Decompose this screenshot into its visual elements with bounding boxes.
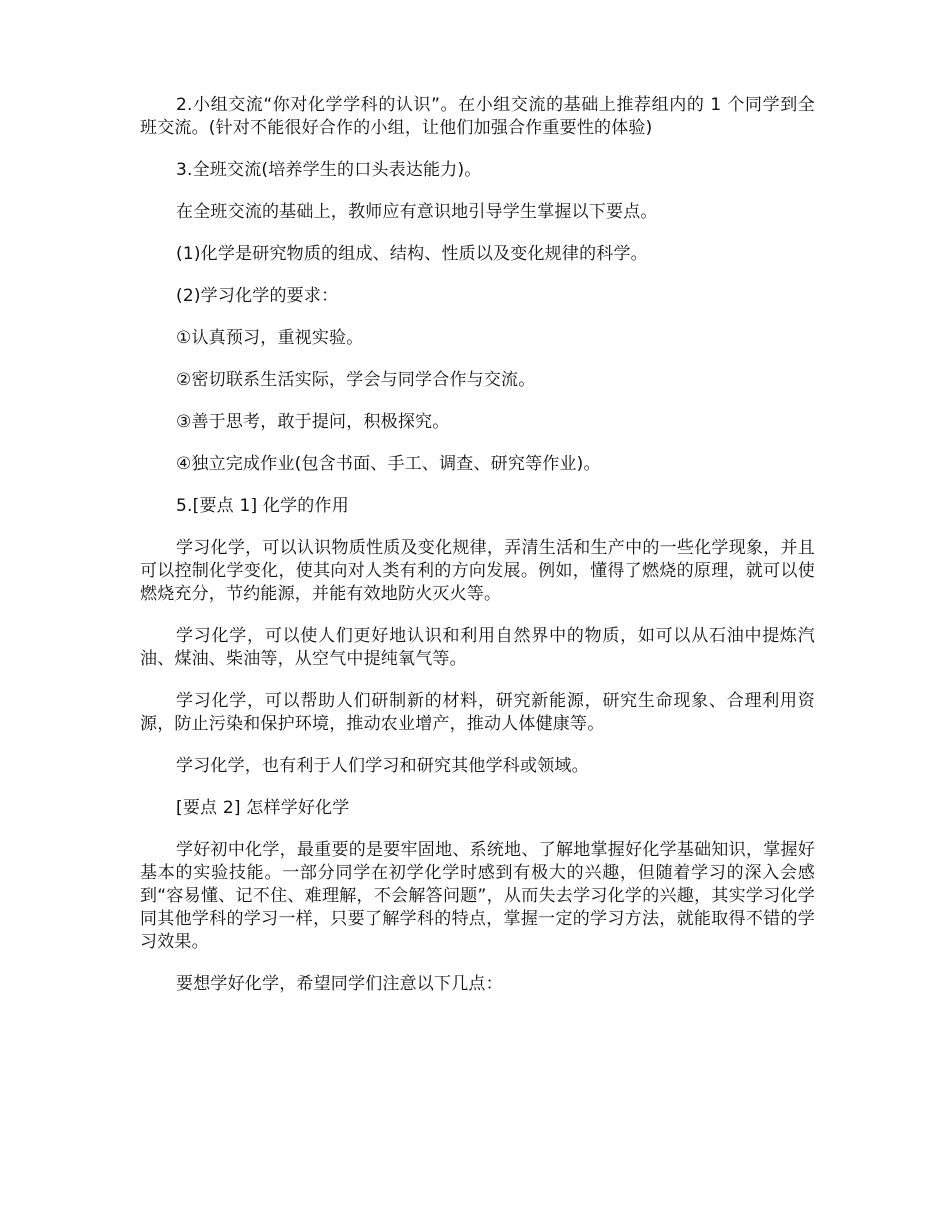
paragraph-how-to-learn: 学好初中化学，最重要的是要牢固地、系统地、了解地掌握好化学基础知识，掌握好基本的实验技能。一部分同学在初学化学时感到有极大的兴趣，但随着学习的深入会感到“容易懂、记不住、难理解，不会解答问题”，从而失去学习化学的兴趣，其实学习化学同其他学科的学习一样，只要了解学科的特点，掌握一定的学习方法，就能取得不错的学习效果。: [140, 840, 815, 952]
list-item-2: ②密切联系生活实际，学会与同学合作与交流。: [176, 370, 536, 390]
list-item-4: ④独立完成作业(包含书面、手工、调查、研究等作业)。: [176, 454, 601, 474]
paragraph-notes-intro: 要想学好化学，希望同学们注意以下几点：: [176, 974, 503, 994]
paragraph-role-4: 学习化学，也有利于人们学习和研究其他学科或领域。: [176, 756, 589, 776]
section-heading-how-to-learn: [要点 2] 怎样学好化学: [176, 798, 350, 818]
paragraph-role-1: 学习化学，可以认识物质性质及变化规律，弄清生活和生产中的一些化学现象，并且可以控制化学变化，使其向对人类有利的方向发展。例如，懂得了燃烧的原理，就可以使燃烧充分，节约能源，并能有效地防火灭火等。: [140, 538, 815, 604]
paragraph-point-1: (1)化学是研究物质的组成、结构、性质以及变化规律的科学。: [176, 244, 648, 264]
paragraph-teacher-guidance: 在全班交流的基础上，教师应有意识地引导学生掌握以下要点。: [176, 202, 658, 222]
paragraph-group-discussion: 2.小组交流“你对化学学科的认识”。在小组交流的基础上推荐组内的 1 个同学到全班交流。(针对不能很好合作的小组，让他们加强合作重要性的体验): [140, 95, 815, 138]
paragraph-role-2: 学习化学，可以使人们更好地认识和利用自然界中的物质，如可以从石油中提炼汽油、煤油、柴油等，从空气中提纯氧气等。: [140, 626, 815, 669]
paragraph-role-3: 学习化学，可以帮助人们研制新的材料，研究新能源，研究生命现象、合理利用资源，防止污染和保护环境，推动农业增产，推动人体健康等。: [140, 691, 815, 734]
paragraph-class-discussion: 3.全班交流(培养学生的口头表达能力)。: [176, 160, 482, 180]
list-item-1: ①认真预习，重视实验。: [176, 328, 364, 348]
section-heading-role-of-chemistry: 5.[要点 1] 化学的作用: [176, 496, 349, 516]
list-item-3: ③善于思考，敢于提问，积极探究。: [176, 412, 450, 432]
document-body: [140, 94, 815, 1015]
paragraph-point-2: (2)学习化学的要求：: [176, 286, 339, 306]
